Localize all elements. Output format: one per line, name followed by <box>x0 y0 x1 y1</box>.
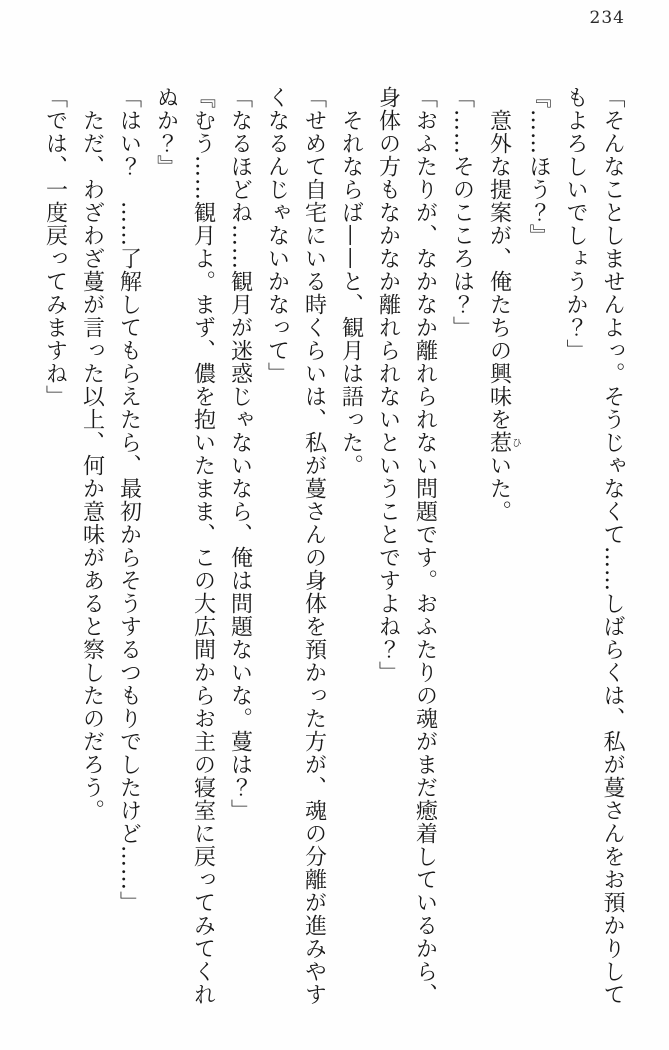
text-line: もよろしいでしょうか？」 <box>563 86 588 362</box>
text-line: 「おふたりが、なかなか離れられない問題です。おふたりの魂がまだ癒着しているから、 <box>412 86 438 1006</box>
text-line: ただ、わざわざ蔓が言った以上、何か意味があると察したのだろう。 <box>79 109 105 822</box>
text-line: 「そんなことしませんよっ。そうじゃなくて……しばらくは、私が蔓さんをお預かりして <box>600 86 625 1006</box>
text-line: 「せめて自宅にいる時くらいは、私が蔓さんの身体を預かった方が、魂の分離が進みやす <box>301 86 327 1006</box>
text-line: 『……ほう？』 <box>526 86 551 247</box>
text-area <box>28 86 631 1016</box>
text-line: 『むう……観月よ。まず、儂を抱いたまま、この大広間からお主の寝室に戻ってみてくれ <box>190 86 216 1006</box>
text-line: 「なるほどね……観月が迷惑じゃないなら、俺は問題ないな。蔓は？」 <box>227 86 253 822</box>
page-number: 234 <box>589 8 625 28</box>
text-line: くなるんじゃないかなって」 <box>264 86 290 385</box>
text-line: それならば——と、観月は語った。 <box>338 109 364 477</box>
furigana-ruby: 惹ひ <box>486 431 521 454</box>
text-line: ぬか？』 <box>153 86 179 178</box>
text-line: 「では、一度戻ってみますね」 <box>42 86 68 408</box>
text-line: 「はい？ ……了解してもらえたら、最初からそうするつもりでしたけど……」 <box>116 86 142 914</box>
text-line: 身体の方もなかなか離れられないということですよね？」 <box>375 86 401 684</box>
text-line: 意外な提案が、俺たちの興味を惹ひいた。 <box>486 109 521 523</box>
text-line: 「……そのこころは？」 <box>449 86 475 339</box>
